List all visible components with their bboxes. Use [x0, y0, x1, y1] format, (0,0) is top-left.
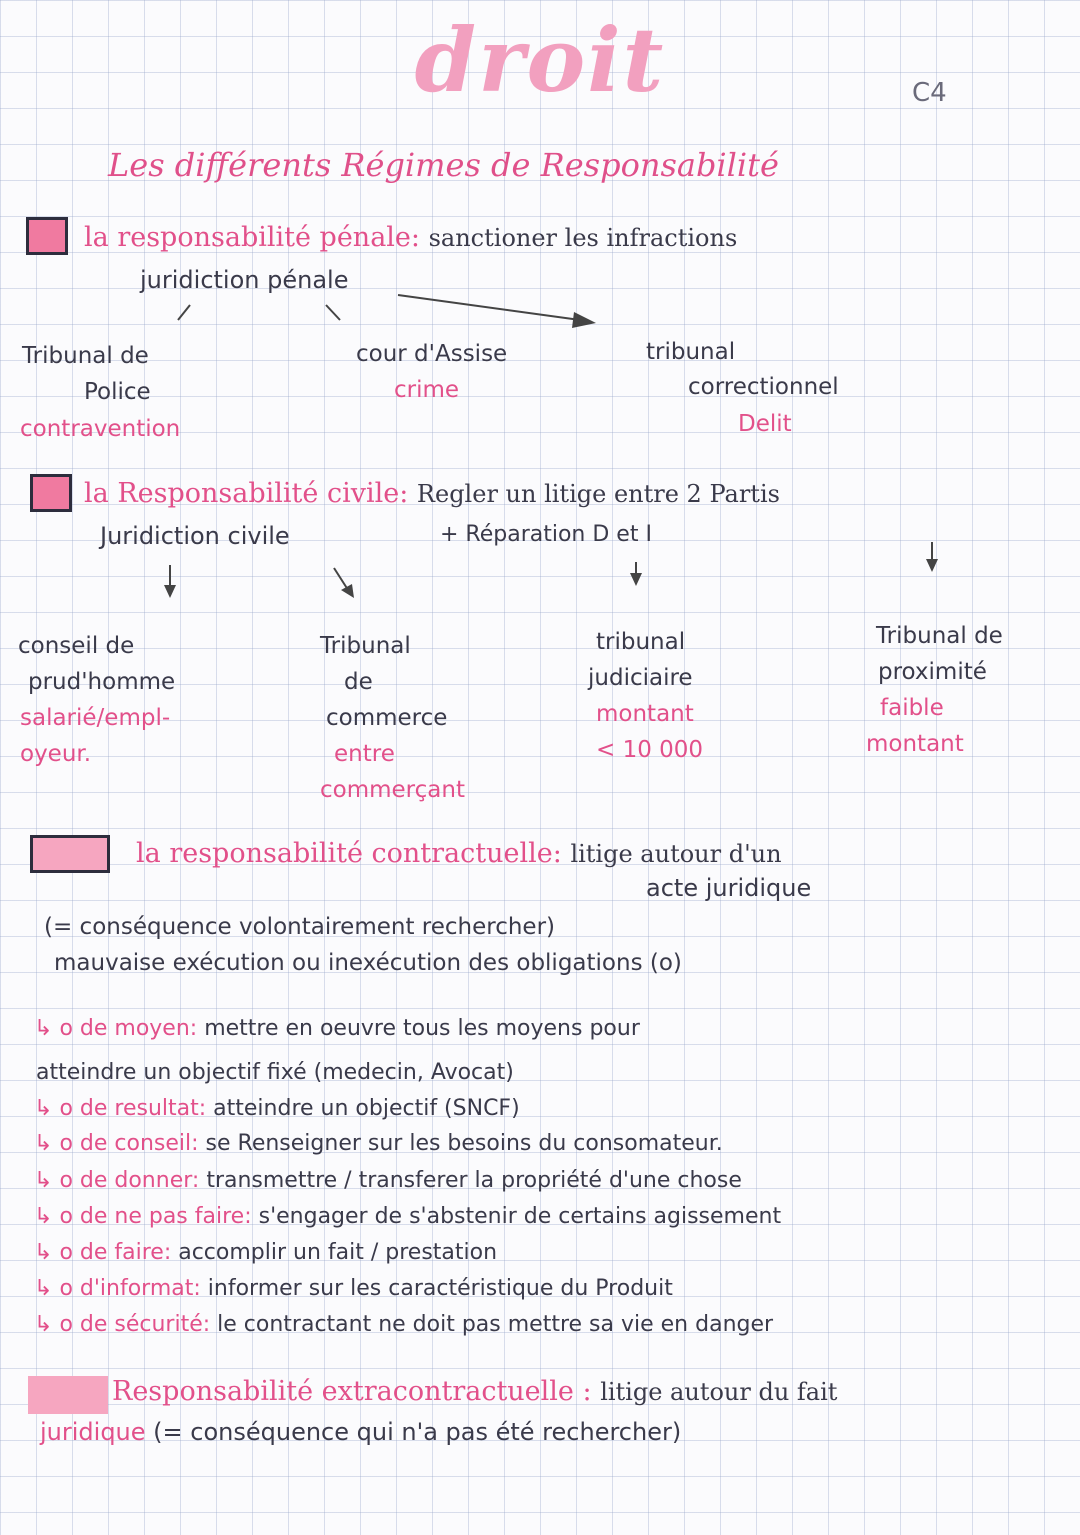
bullet-arrow-icon: ↳ — [34, 1312, 60, 1337]
penal-heading-label: la responsabilité pénale: — [84, 222, 420, 253]
contractuelle-paren: (= conséquence volontairement rechercher) — [44, 914, 556, 940]
court-correctionnel-note: Delit — [738, 411, 792, 437]
page-title: droit — [414, 8, 666, 112]
civile-repair: + Réparation D et I — [440, 522, 652, 547]
court-assise-note: crime — [394, 377, 460, 403]
extracontractuelle-line2-a: juridique — [40, 1418, 146, 1446]
court-commerce-note1: entre — [334, 741, 395, 767]
court-commerce-line2: de — [344, 669, 373, 695]
civile-jurisdiction: Juridiction civile — [100, 522, 290, 550]
obligation-text-cont: atteindre un objectif fixé (medecin, Avocat) — [36, 1060, 514, 1085]
obligation-item — [34, 1016, 640, 1041]
obligation-item — [34, 1276, 673, 1301]
court-prudhomme-note2: oyeur. — [20, 741, 92, 767]
obligation-label: o d'informat: — [59, 1276, 201, 1301]
court-judiciaire-line2: judiciaire — [588, 665, 693, 691]
contractuelle-heading-text2: acte juridique — [646, 874, 812, 902]
court-assise-name: cour d'Assise — [356, 341, 508, 367]
court-prudhomme-line2: prud'homme — [28, 669, 176, 695]
court-police-note: contravention — [20, 416, 181, 442]
bullet-arrow-icon: ↳ — [34, 1096, 60, 1121]
bullet-arrow-icon: ↳ — [34, 1016, 60, 1041]
obligation-label: o de ne pas faire: — [59, 1204, 252, 1229]
obligation-item — [34, 1168, 742, 1193]
obligation-item — [34, 1096, 520, 1121]
penal-heading-text: sanctioner les infractions — [428, 224, 738, 252]
obligation-text: atteindre un objectif (SNCF) — [213, 1096, 520, 1121]
court-proximite-line2: proximité — [878, 659, 987, 685]
contractuelle-line: mauvaise exécution ou inexécution des obligations (o) — [54, 950, 682, 976]
page-subtitle: Les différents Régimes de Responsabilité — [108, 146, 779, 184]
section-marker-civile — [30, 474, 72, 512]
court-commerce-line3: commerce — [326, 705, 448, 731]
obligation-item — [34, 1204, 781, 1229]
court-correctionnel-name1: tribunal — [646, 339, 736, 365]
extracontractuelle-heading — [112, 1376, 837, 1407]
obligation-label: o de moyen: — [59, 1016, 198, 1041]
obligation-text: s'engager de s'abstenir de certains agissement — [258, 1204, 782, 1229]
bullet-arrow-icon: ↳ — [34, 1168, 60, 1193]
chapter-code: C4 — [912, 78, 947, 108]
court-judiciaire-line1: tribunal — [596, 629, 686, 655]
section-marker-extracontractuelle — [28, 1376, 108, 1414]
civile-heading-label: la Responsabilité civile: — [84, 478, 409, 509]
obligation-item — [34, 1240, 497, 1265]
contractuelle-heading-label: la responsabilité contractuelle: — [136, 838, 562, 869]
civile-heading-text: Regler un litige entre 2 Partis — [416, 480, 780, 508]
court-prudhomme-note1: salarié/empl- — [20, 705, 171, 731]
extracontractuelle-line2-b: (= conséquence qui n'a pas été rechercher) — [153, 1418, 682, 1446]
court-commerce-note2: commerçant — [320, 777, 465, 803]
court-police-name1: Tribunal de — [22, 343, 149, 369]
obligation-label: o de conseil: — [59, 1131, 199, 1156]
penal-jurisdiction: juridiction pénale — [140, 266, 349, 294]
obligation-text: se Renseigner sur les besoins du consomateur. — [205, 1131, 723, 1156]
obligation-text: le contractant ne doit pas mettre sa vie en danger — [217, 1312, 774, 1337]
obligation-label: o de faire: — [59, 1240, 172, 1265]
court-judiciaire-note1: montant — [596, 701, 694, 727]
section-marker-contractuelle — [30, 835, 110, 873]
extracontractuelle-heading-text: litige autour du fait — [600, 1378, 838, 1406]
court-proximite-note1: faible — [880, 695, 944, 721]
obligation-label: o de sécurité: — [59, 1312, 211, 1337]
court-prudhomme-line1: conseil de — [18, 633, 135, 659]
bullet-arrow-icon: ↳ — [34, 1240, 60, 1265]
obligation-item — [34, 1131, 723, 1156]
bullet-arrow-icon: ↳ — [34, 1204, 60, 1229]
obligation-text: accomplir un fait / prestation — [178, 1240, 498, 1265]
court-correctionnel-name2: correctionnel — [688, 374, 839, 400]
obligation-text: informer sur les caractéristique du Produit — [207, 1276, 673, 1301]
contractuelle-heading-text: litige autour d'un — [570, 840, 782, 868]
court-proximite-note2: montant — [866, 731, 964, 757]
extracontractuelle-line2 — [40, 1418, 681, 1446]
court-proximite-line1: Tribunal de — [876, 623, 1003, 649]
bullet-arrow-icon: ↳ — [34, 1131, 60, 1156]
extracontractuelle-heading-label: Responsabilité extracontractuelle : — [112, 1376, 592, 1407]
obligation-item — [34, 1312, 773, 1337]
court-commerce-line1: Tribunal — [320, 633, 411, 659]
obligation-label: o de donner: — [59, 1168, 200, 1193]
contractuelle-heading — [136, 838, 782, 869]
obligation-text: mettre en oeuvre tous les moyens pour — [204, 1016, 640, 1041]
court-police-name2: Police — [84, 379, 151, 405]
bullet-arrow-icon: ↳ — [34, 1276, 60, 1301]
court-judiciaire-note2: < 10 000 — [596, 737, 704, 763]
obligation-text: transmettre / transferer la propriété d'une chose — [206, 1168, 742, 1193]
civile-heading — [84, 478, 780, 509]
obligation-label: o de resultat: — [59, 1096, 207, 1121]
